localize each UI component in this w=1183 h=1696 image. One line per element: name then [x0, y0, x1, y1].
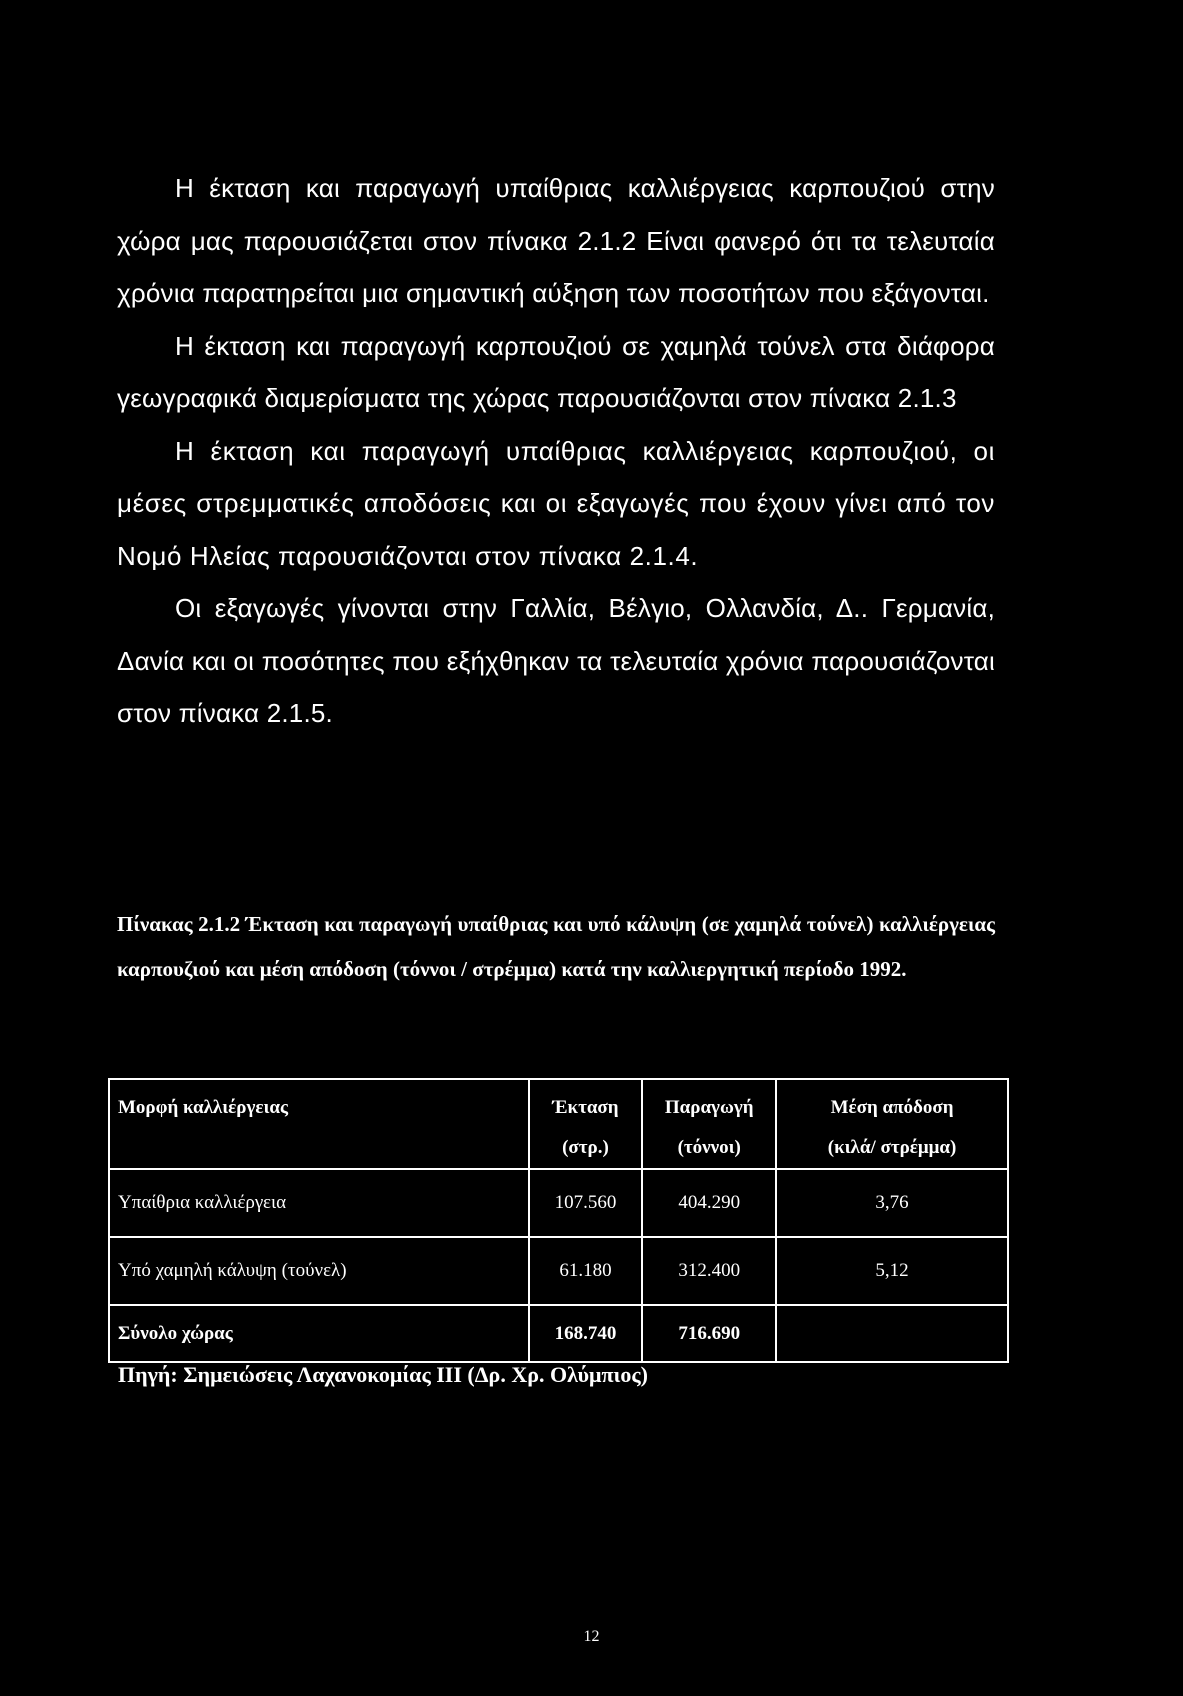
header-area-label: Έκταση	[552, 1097, 619, 1118]
cell-yield	[776, 1305, 1008, 1362]
cell-form: Υπαίθρια καλλιέργεια	[109, 1169, 529, 1237]
body-text	[117, 162, 995, 740]
cell-production: 404.290	[642, 1169, 776, 1237]
cell-form: Υπό χαμηλή κάλυψη (τούνελ)	[109, 1237, 529, 1305]
paragraph-1: Η έκταση και παραγωγή υπαίθριας καλλιέργειας καρπουζιού στην χώρα μας παρουσιάζεται στον πίνακα 2.1.2 Είναι φανερό ότι τα τελευταία χρόνια παρατηρείται μια σημαντική αύξηση των ποσοτήτων που εξάγονται.	[117, 173, 995, 308]
header-production-unit: (τόννοι)	[677, 1137, 741, 1158]
cell-production: 312.400	[642, 1237, 776, 1305]
table-caption: Πίνακας 2.1.2 Έκταση και παραγωγή υπαίθριας και υπό κάλυψη (σε χαμηλά τούνελ) καλλιέργειας καρπουζιού και μέση απόδοση (τόννοι / στρέμμα) κατά την καλλιεργητική περίοδο 1992.	[117, 912, 995, 981]
header-form	[109, 1079, 529, 1169]
cell-production: 716.690	[642, 1305, 776, 1362]
cell-area: 168.740	[529, 1305, 643, 1362]
table-row	[109, 1237, 1008, 1305]
cell-yield: 5,12	[776, 1237, 1008, 1305]
cell-form: Σύνολο χώρας	[109, 1305, 529, 1362]
cell-yield: 3,76	[776, 1169, 1008, 1237]
table-header-row	[109, 1079, 1008, 1169]
cell-area: 107.560	[529, 1169, 643, 1237]
header-yield-label: Μέση απόδοση	[830, 1097, 954, 1118]
table-source: Πηγή: Σημειώσεις Λαχανοκομίας ΙΙΙ (Δρ. Χρ. Ολύμπιος)	[118, 1362, 648, 1387]
header-production	[642, 1079, 776, 1169]
header-area-unit: (στρ.)	[562, 1137, 609, 1158]
paragraph-3: Η έκταση και παραγωγή υπαίθριας καλλιέργειας καρπουζιού, οι μέσες στρεμματικές αποδόσεις και οι εξαγωγές που έχουν γίνει από τον Νομό Ηλείας παρουσιάζονται στον πίνακα 2.1.4.	[117, 435, 995, 571]
table-row	[109, 1169, 1008, 1237]
header-area	[529, 1079, 643, 1169]
paragraph-2: Η έκταση και παραγωγή καρπουζιού σε χαμηλά τούνελ στα διάφορα γεωγραφικά διαμερίσματα της χώρας παρουσιάζονται στον πίνακα 2.1.3	[117, 330, 995, 413]
table-total-row	[109, 1305, 1008, 1362]
paragraph-4: Οι εξαγωγές γίνονται στην Γαλλία, Βέλγιο, Ολλανδία, Δ.. Γερμανία, Δανία και οι ποσότητες που εξήχθηκαν τα τελευταία χρόνια παρουσιάζονται στον πίνακα 2.1.5.	[117, 593, 995, 728]
header-form-label: Μορφή καλλιέργειας	[118, 1097, 288, 1118]
header-production-label: Παραγωγή	[664, 1097, 754, 1118]
cell-area: 61.180	[529, 1237, 643, 1305]
data-table	[108, 1078, 1009, 1363]
header-yield	[776, 1079, 1008, 1169]
header-yield-unit: (κιλά/ στρέμμα)	[827, 1137, 957, 1158]
page-number: 12	[583, 1628, 600, 1645]
